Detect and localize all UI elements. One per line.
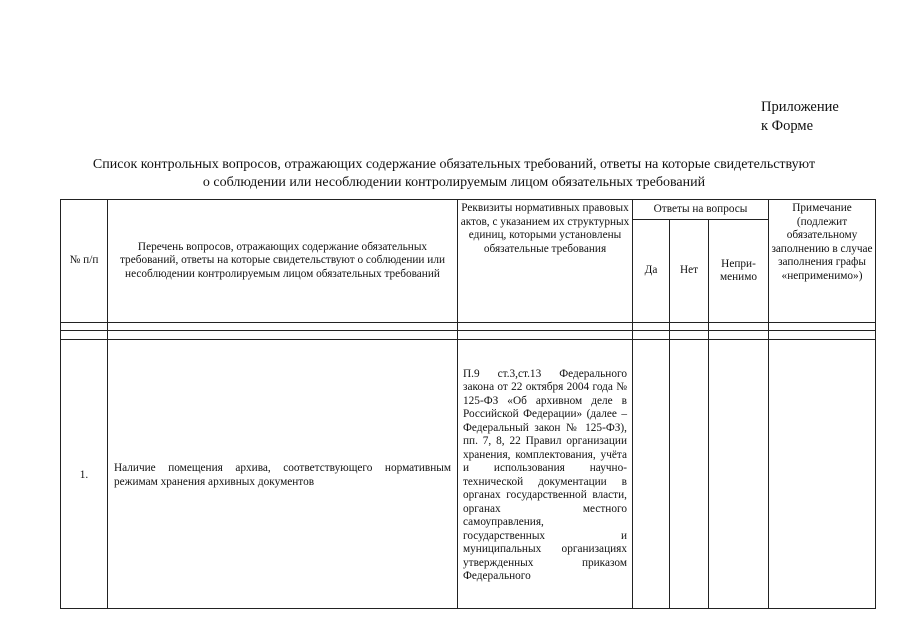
spacer-row	[61, 323, 876, 331]
header-no: Нет	[670, 220, 709, 323]
header-na: Непри- менимо	[709, 220, 769, 323]
row-question: Наличие помещения архива, соответствующего нормативным режимам хранения архивных документов	[108, 340, 458, 609]
header-yes: Да	[633, 220, 670, 323]
header-num: № п/п	[61, 200, 108, 323]
table-row	[61, 340, 876, 609]
title-line-2: о соблюдении или несоблюдении контролируемым лицом обязательных требований	[202, 175, 706, 190]
title-line-1: Список контрольных вопросов, отражающих содержание обязательных требований, ответы на которые свидетельствуют	[92, 157, 816, 172]
row-requisites-text: П.9 ст.3,ст.13 Федерального закона от 22 октября 2004 года № 125-ФЗ «Об архивном деле в Российской Федерации» (далее – Федеральный закон № 125-ФЗ), пп. 7, 8, 22 Правил организации хранения, комплектования, учёта и использования научно-технической документации в органах государственной власти, органах местного самоуправления, государственных и муниципальных организациях утвержденных приказом Федерального	[463, 367, 627, 582]
row-number: 1.	[61, 340, 108, 609]
answer-yes-cell[interactable]	[633, 340, 670, 609]
header-questions: Перечень вопросов, отражающих содержание обязательных требований, ответы на которые свидетельствуют о соблюдении или несоблюдении контролируемым лицом обязательных требований	[108, 200, 458, 323]
note-cell[interactable]	[769, 340, 876, 609]
document-title	[40, 156, 868, 192]
appendix-line-1: Приложение	[761, 99, 839, 115]
answer-no-cell[interactable]	[670, 340, 709, 609]
header-requisites: Реквизиты нормативных правовых актов, с указанием их структурных единиц, которыми установлены обязательные требования	[458, 200, 633, 323]
appendix-line-2: к Форме	[761, 118, 814, 134]
row-requisites	[458, 340, 633, 609]
header-note: Примечание (подлежит обязательному заполнению в случае заполнения графы «неприменимо»)	[769, 200, 876, 323]
separator-row	[61, 331, 876, 340]
appendix-label	[761, 98, 839, 136]
checklist-table	[60, 199, 876, 609]
answer-na-cell[interactable]	[709, 340, 769, 609]
header-answers: Ответы на вопросы	[633, 200, 769, 220]
